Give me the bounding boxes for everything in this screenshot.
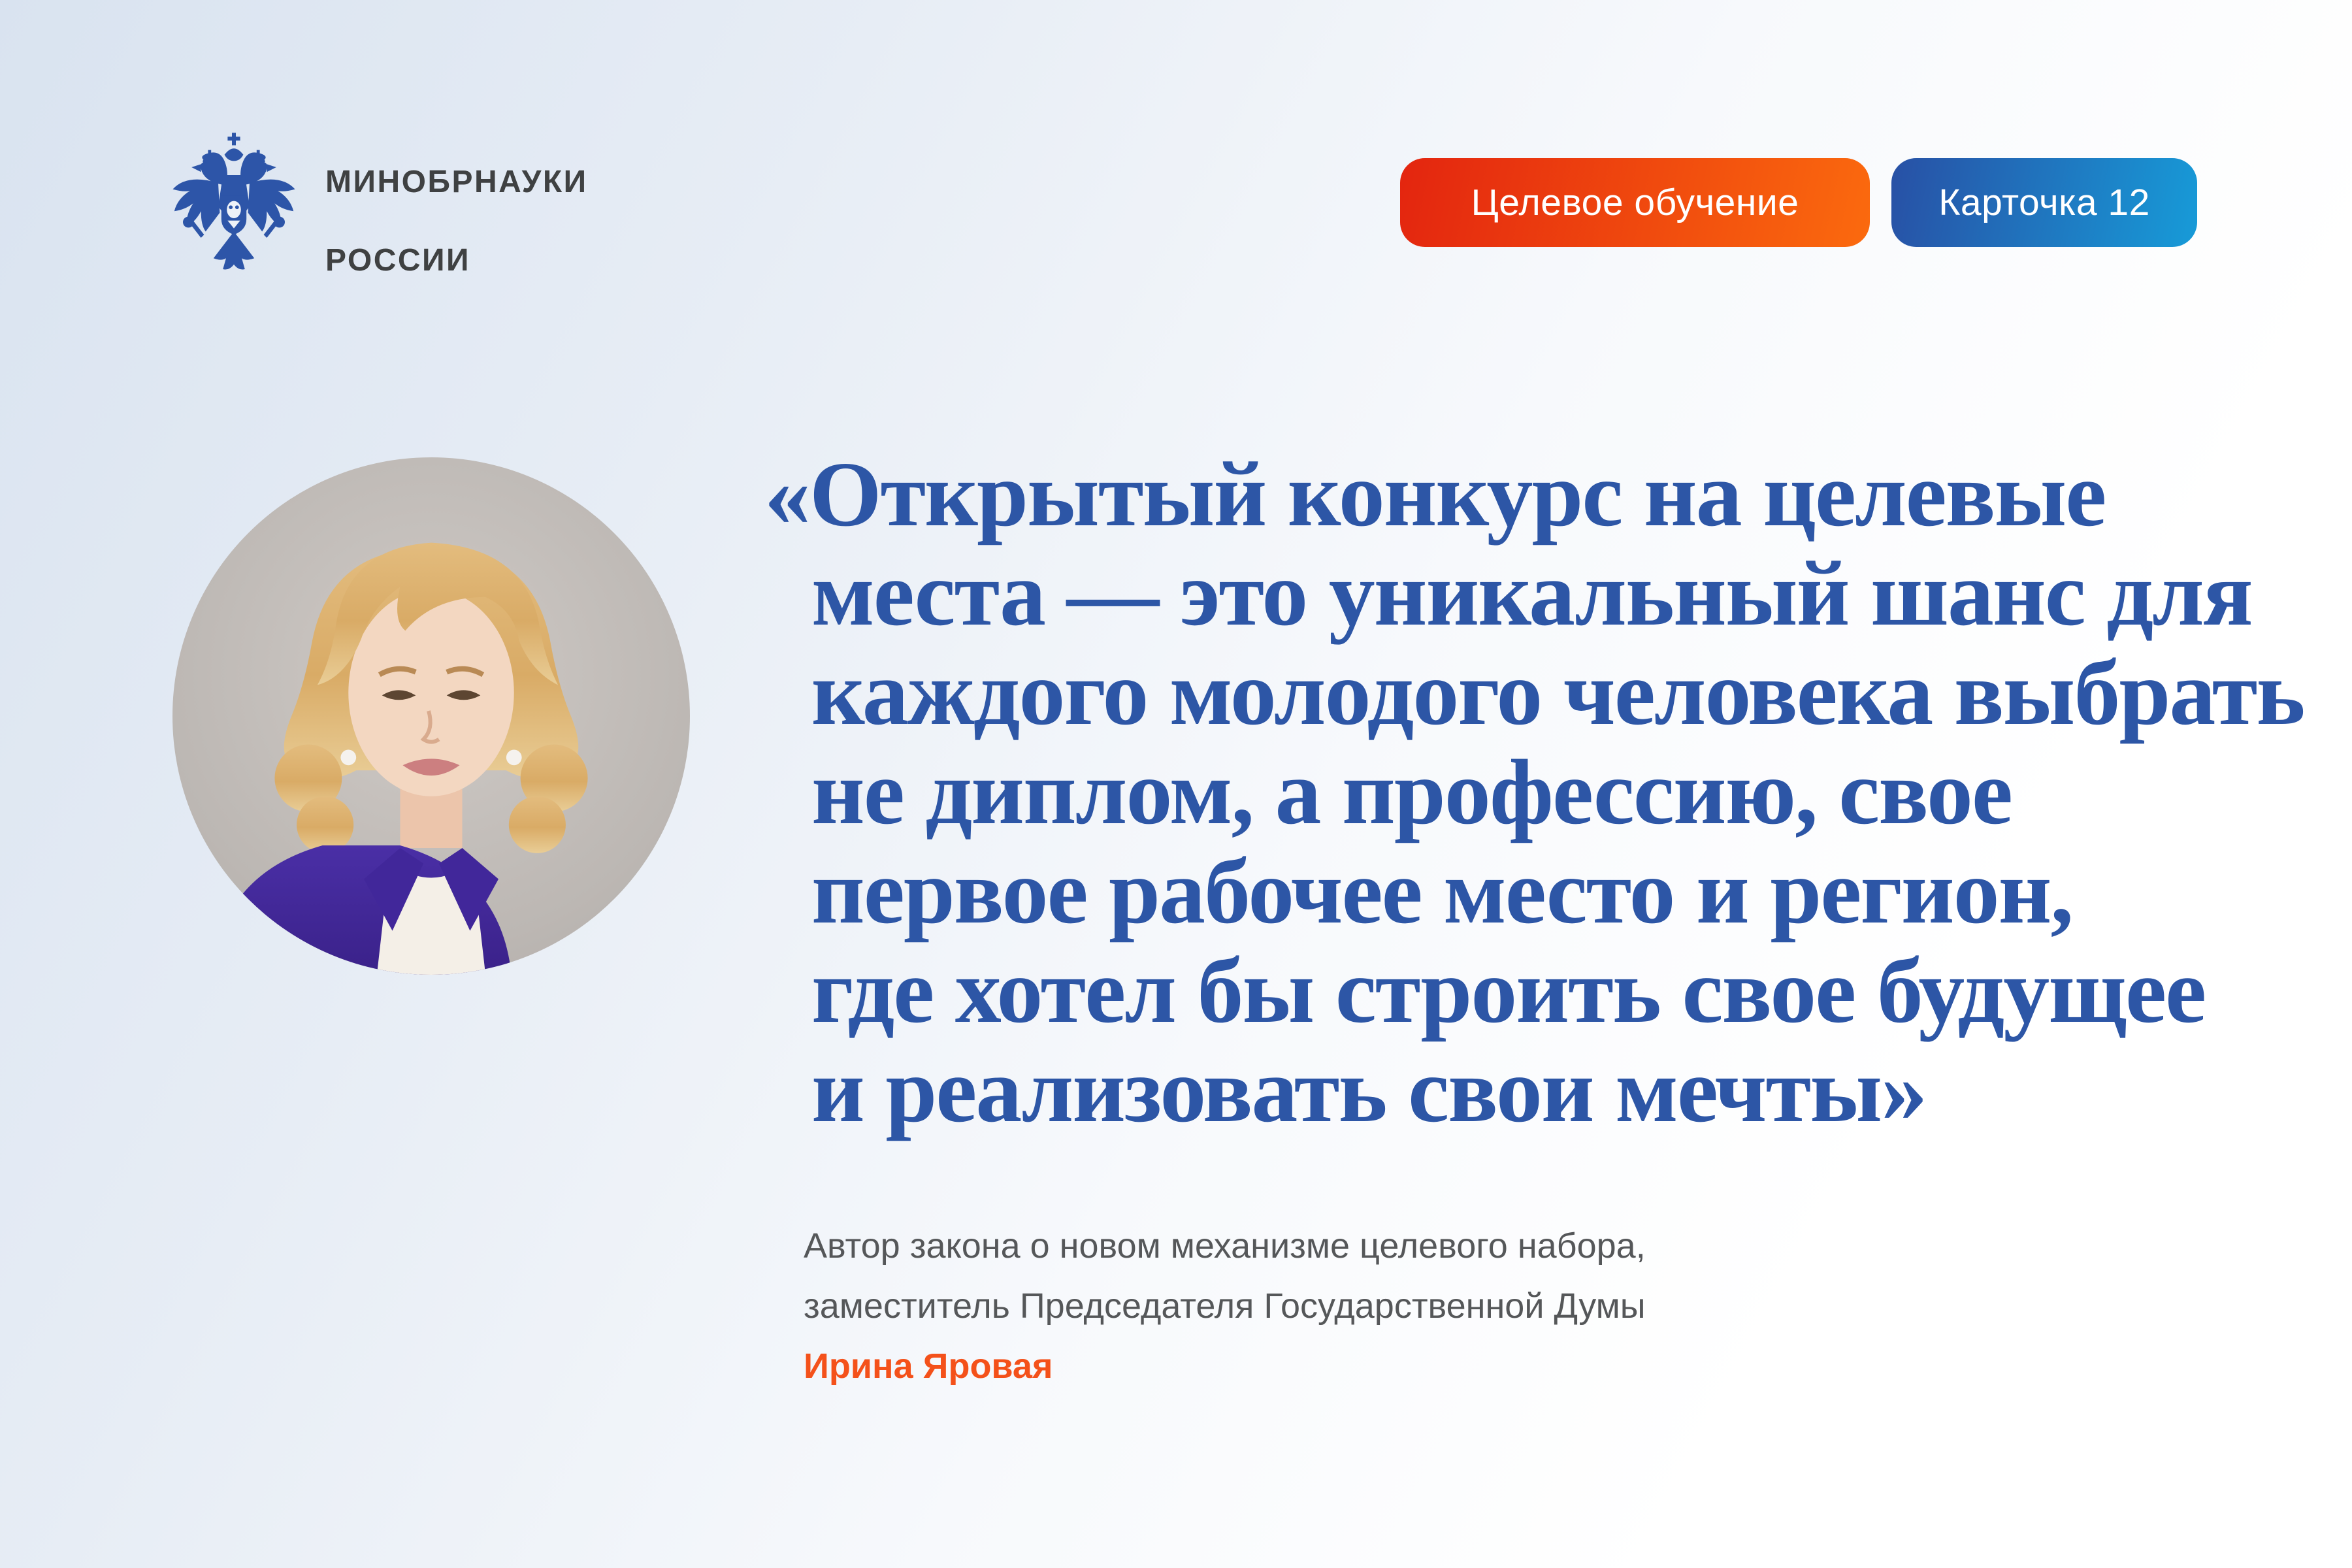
logo-line1: МИНОБРНАУКИ [325,165,588,199]
attribution-role-line2: заместитель Председателя Государственной Думы [804,1286,1646,1326]
badge-card-number [1891,158,2197,247]
quote-line: где хотел бы строить свое будущее [811,939,2206,1042]
badge-targeted-education [1400,158,1870,247]
ministry-logo-text [325,163,588,280]
ministry-eagle-icon [155,128,312,285]
quote-line: места — это уникальный шанс для [811,542,2252,645]
quote-line: не диплом, а профессию, свое [811,740,2012,843]
attribution [804,1216,1646,1396]
badge-card-number-label: Карточка 12 [1938,182,2150,223]
quote-text [764,442,2304,1141]
quote-line: «Открытый конкурс на целевые [764,442,2106,546]
quote-line: первое рабочее место и регион, [811,840,2072,943]
logo-line2: РОССИИ [325,243,471,278]
attribution-role-line1: Автор закона о новом механизме целевого набора, [804,1226,1646,1266]
quote-line: и реализовать свои мечты» [811,1038,1927,1141]
portrait-photo [172,457,690,975]
quote-line: каждого молодого человека выбрать [811,641,2304,744]
attribution-name: Ирина Яровая [804,1347,1053,1386]
badge-targeted-education-label: Целевое обучение [1471,182,1799,223]
